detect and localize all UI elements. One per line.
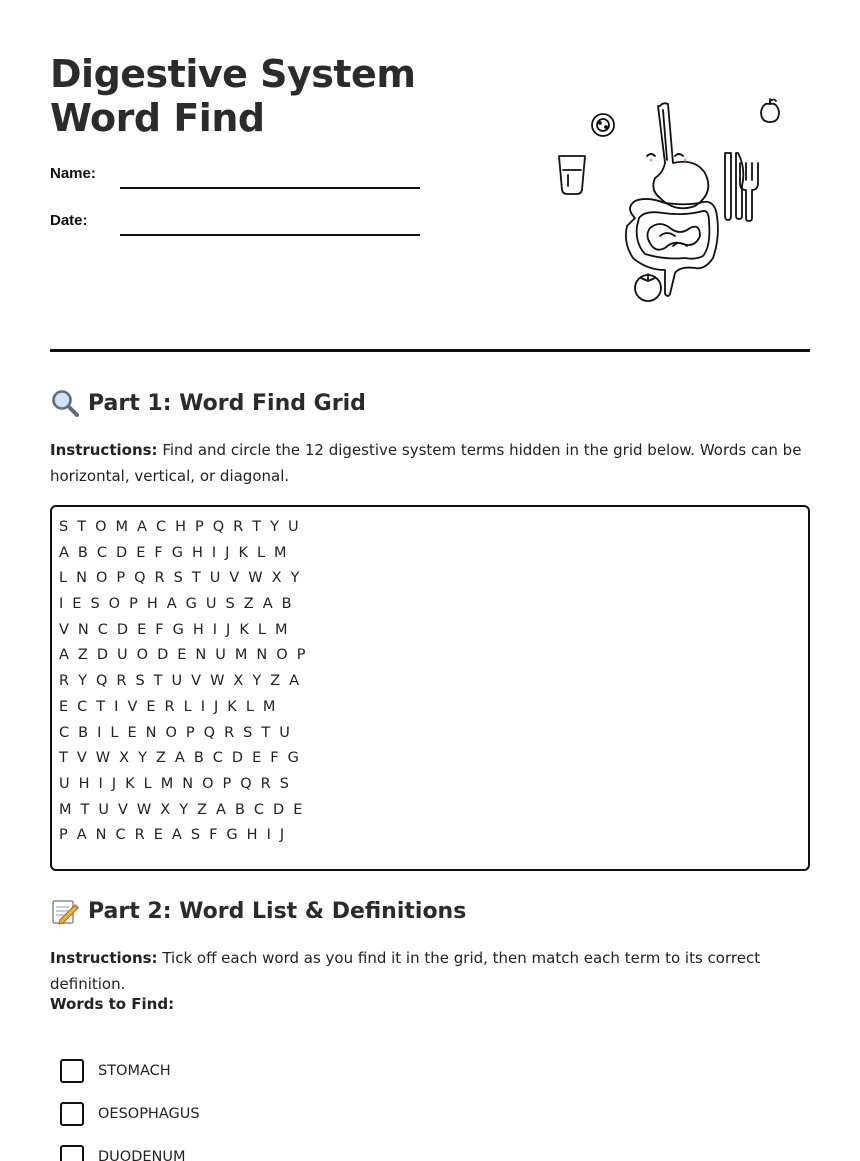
grid-row[interactable]: I E S O P H A G U S Z A B: [59, 596, 294, 613]
digestive-system-illustration: [555, 98, 780, 308]
grid-row[interactable]: U H I J K L M N O P Q R S: [59, 775, 292, 792]
part1-instructions: [50, 437, 810, 489]
words-to-find-label: Words to Find:: [50, 995, 175, 1013]
instructions-label: Instructions:: [50, 949, 158, 967]
word-label: OESOPHAGUS: [98, 1106, 200, 1122]
word-find-grid: [50, 505, 810, 871]
grid-row[interactable]: A B C D E F G H I J K L M: [59, 544, 289, 561]
header-divider: [50, 349, 810, 352]
instructions-text: Tick off each word as you find it in the grid, then match each term to its correct definition.: [50, 949, 761, 993]
grid-row[interactable]: P A N C R E A S F G H I J: [59, 827, 287, 844]
page-title: Digestive System Word Find: [50, 52, 416, 140]
word-checkbox[interactable]: [60, 1059, 84, 1083]
worksheet-header: [50, 0, 810, 350]
part1-title: [50, 388, 366, 418]
grid-row[interactable]: C B I L E N O P Q R S T U: [59, 724, 293, 741]
list-item: [60, 1101, 200, 1127]
worksheet-page: [50, 0, 810, 1161]
name-label: Name:: [50, 165, 96, 182]
grid-row[interactable]: M T U V W X Y Z A B C D E: [59, 801, 305, 818]
glass-icon: [559, 156, 585, 194]
magnifying-glass-icon: [50, 388, 80, 418]
apple-icon: [761, 99, 779, 122]
tomato-icon: [635, 274, 661, 301]
instructions-text: Find and circle the 12 digestive system terms hidden in the grid below. Words can be horizontal, vertical, or diagonal.: [50, 441, 802, 485]
part2-title: [50, 896, 466, 926]
date-label: Date:: [50, 212, 88, 229]
cutlery-icon: [725, 153, 758, 221]
intestine-icon: [626, 199, 718, 296]
cookie-icon: [592, 114, 614, 136]
grid-row[interactable]: S T O M A C H P Q R T Y U: [59, 519, 301, 535]
instructions-label: Instructions:: [50, 441, 158, 459]
list-item: [60, 1144, 186, 1161]
list-item: [60, 1058, 171, 1084]
word-label: STOMACH: [98, 1063, 171, 1079]
date-field-line[interactable]: [120, 234, 420, 236]
grid-row[interactable]: A Z D U O D E N U M N O P: [59, 647, 308, 664]
part2-title-text: Part 2: Word List & Definitions: [88, 898, 467, 924]
stomach-icon: [647, 103, 708, 208]
part1-title-text: Part 1: Word Find Grid: [88, 390, 366, 416]
grid-row[interactable]: V N C D E F G H I J K L M: [59, 621, 290, 638]
word-label: DUODENUM: [98, 1149, 186, 1161]
part2-instructions: [50, 945, 810, 997]
name-field-line[interactable]: [120, 187, 420, 189]
grid-row[interactable]: L N O P Q R S T U V W X Y: [59, 570, 302, 587]
grid-row[interactable]: R Y Q R S T U V W X Y Z A: [59, 673, 302, 690]
word-checkbox[interactable]: [60, 1145, 84, 1161]
grid-row[interactable]: T V W X Y Z A B C D E F G: [59, 750, 302, 767]
grid-row[interactable]: E C T I V E R L I J K L M: [59, 698, 278, 715]
word-checkbox[interactable]: [60, 1102, 84, 1126]
memo-pencil-icon: [50, 896, 80, 926]
